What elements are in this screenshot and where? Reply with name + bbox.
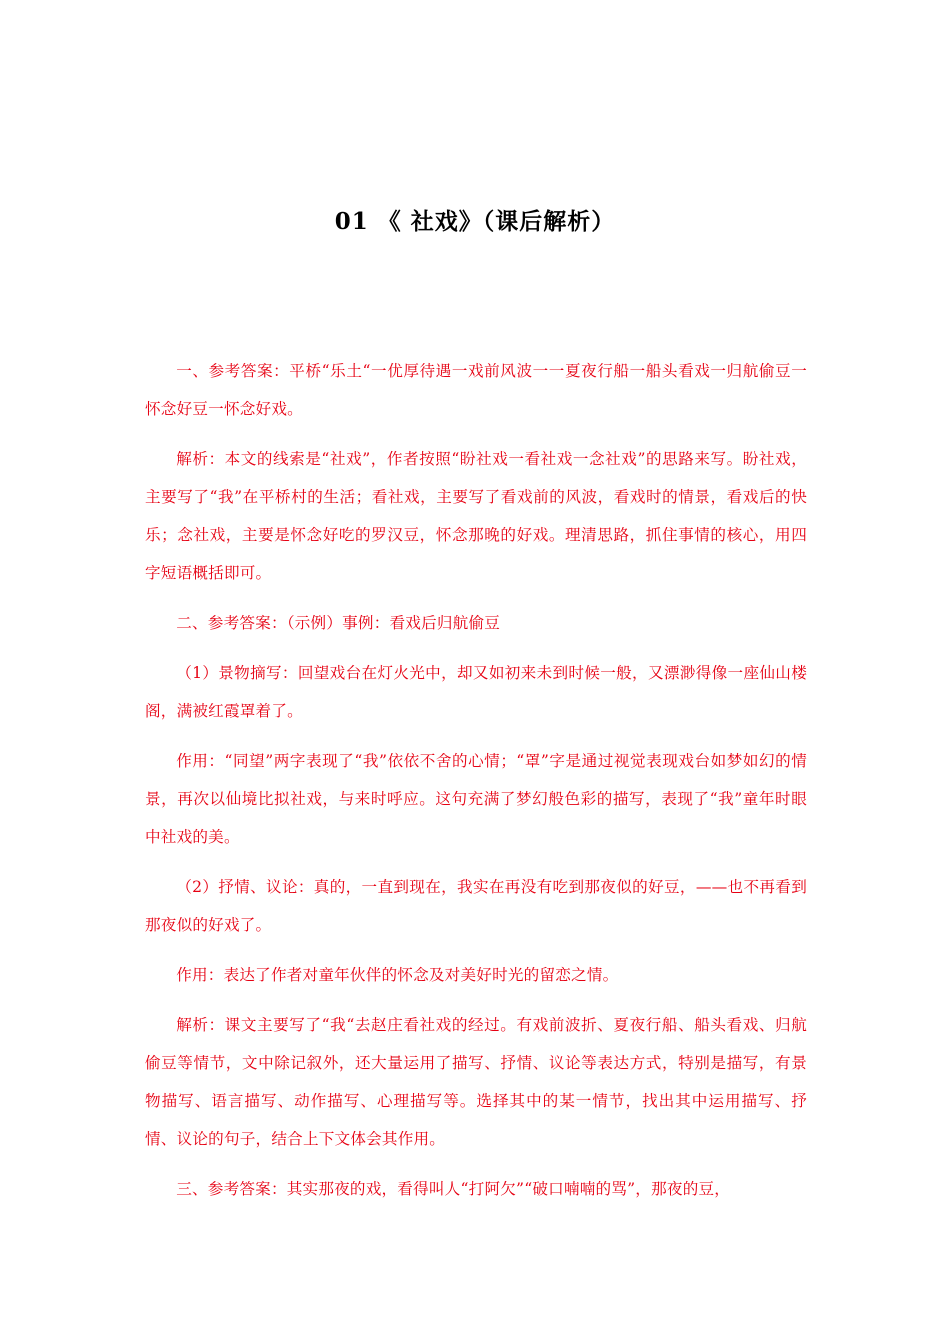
paragraph-analysis-1: 解析：本文的线索是“社戏”，作者按照“盼社戏一看社戏一念社戏”的思路来写。盼社戏，主要写了“我”在平桥村的生活；看社戏，主要写了看戏前的风波，看戏时的情景，看戏后的快乐；念社戏，主要是怀念好吃的罗汉豆，怀念那晚的好戏。理清思路，抓住事情的核心，用四字短语概括即可。 [145,450,807,582]
document-body [145,352,807,1220]
paragraph-answer-2: 二、参考答案：（示例）事例：看戏后归航偷豆 [176,614,501,632]
paragraph-analysis-2: 解析：课文主要写了“我“去赵庄看社戏的经过。有戏前波折、夏夜行船、船头看戏、归航偷豆等情节，文中除记叙外，还大量运用了描写、抒情、议论等表达方式，特别是描写，有景物描写、语言描写、动作描写、心理描写等。选择其中的某一情节，找出其中运用描写、抒情、议论的句子，结合上下文体会其作用。 [145,1016,807,1148]
document-title: 01 《 社戏》（课后解析） [334,208,616,235]
paragraph-answer-1: 一、参考答案：平桥“乐土“一优厚待遇一戏前风波一一夏夜行船一船头看戏一归航偷豆一怀念好豆一怀念好戏。 [145,362,807,418]
paragraph-lyric-excerpt: （2）抒情、议论：真的，一直到现在，我实在再没有吃到那夜似的好豆，——也不再看到那夜似的好戏了。 [145,878,807,934]
paragraph-effect-2: 作用：表达了作者对童年伙伴的怀念及对美好时光的留恋之情。 [176,966,619,984]
paragraph-scenery-excerpt: （1）景物摘写：回望戏台在灯火光中，却又如初来未到时候一般，又漂渺得像一座仙山楼阁，满被红霞罩着了。 [145,664,807,720]
paragraph-effect-1: 作用：“同望”两字表现了“我”依依不舍的心情；“罩”字是通过视觉表现戏台如梦如幻的情景，再次以仙境比拟社戏，与来时呼应。这句充满了梦幻般色彩的描写，表现了“我”童年时眼中社戏的美。 [145,752,807,846]
paragraph-answer-3: 三、参考答案：其实那夜的戏，看得叫人“打阿欠”“破口喃喃的骂”，那夜的豆， [176,1180,731,1198]
